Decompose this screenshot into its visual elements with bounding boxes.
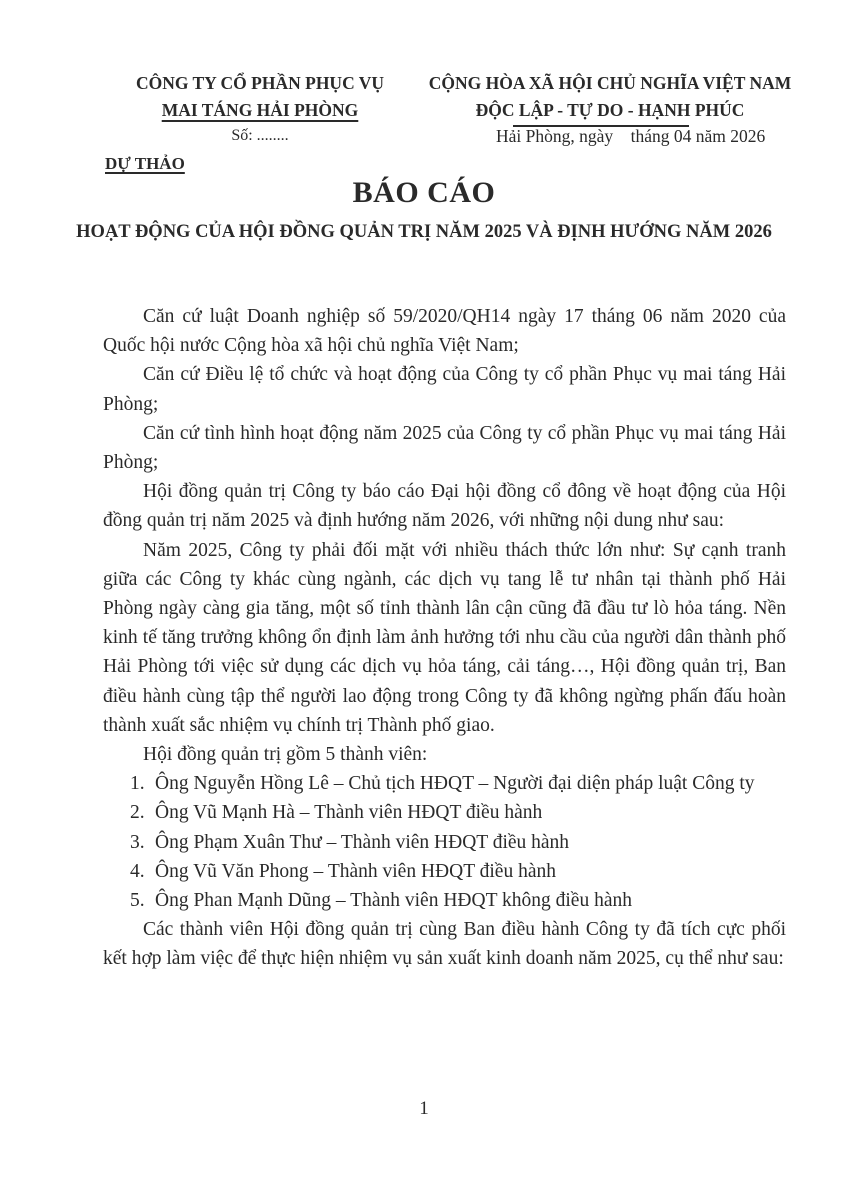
- list-item-number: 3.: [130, 831, 145, 853]
- list-item: [103, 798, 786, 827]
- list-item-text: Ông Nguyễn Hồng Lê – Chủ tịch HĐQT – Người đại diện pháp luật Công ty: [155, 773, 755, 795]
- report-title: BÁO CÁO: [352, 176, 496, 209]
- company-name-line2: MAI TÁNG HẢI PHÒNG: [161, 100, 359, 120]
- company-header: [100, 70, 420, 148]
- list-item-text: Ông Phan Mạnh Dũng – Thành viên HĐQT không điều hành: [155, 890, 632, 912]
- paragraph-board-intro: Hội đồng quản trị gồm 5 thành viên:: [143, 744, 428, 766]
- place-date: Hải Phòng, ngày tháng 04 năm 2026: [496, 126, 766, 146]
- paragraph-legal-basis-1: Căn cứ luật Doanh nghiệp số 59/2020/QH14 ngày 17 tháng 06 năm 2020 của Quốc hội nước Cộng hòa xã hội chủ nghĩa Việt Nam;: [103, 306, 786, 357]
- document-number: Số: ........: [231, 127, 289, 144]
- paragraph-closing: Các thành viên Hội đồng quản trị cùng Ban điều hành Công ty đã tích cực phối kết hợp làm việc để thực hiện nhiệm vụ sản xuất kinh doanh năm 2025, cụ thể như sau:: [103, 919, 786, 970]
- board-member-list: [103, 769, 786, 915]
- list-item-number: 1.: [130, 773, 145, 795]
- list-item-text: Ông Phạm Xuân Thư – Thành viên HĐQT điều hành: [155, 831, 570, 853]
- list-item: [103, 828, 786, 857]
- list-item: [103, 857, 786, 886]
- national-motto-line1: CỘNG HÒA XÃ HỘI CHỦ NGHĨA VIỆT NAM: [428, 73, 792, 93]
- company-name-line1: CÔNG TY CỔ PHẦN PHỤC VỤ: [135, 73, 385, 93]
- national-header: [405, 70, 815, 124]
- list-item-text: Ông Vũ Mạnh Hà – Thành viên HĐQT điều hành: [155, 802, 543, 824]
- list-item-number: 5.: [130, 890, 145, 912]
- draft-label: DỰ THẢO: [105, 154, 185, 173]
- list-item-text: Ông Vũ Văn Phong – Thành viên HĐQT điều hành: [155, 860, 556, 882]
- document-body: [103, 302, 786, 974]
- list-item-number: 4.: [130, 860, 145, 882]
- paragraph-legal-basis-2: Căn cứ Điều lệ tổ chức và hoạt động của Công ty cổ phần Phục vụ mai táng Hải Phòng;: [103, 364, 786, 415]
- paragraph-report-intro: Hội đồng quản trị Công ty báo cáo Đại hội đồng cổ đông về hoạt động của Hội đồng quản trị năm 2025 và định hướng năm 2026, với những nội dung như sau:: [103, 481, 786, 532]
- page-number: 1: [419, 1098, 429, 1119]
- paragraph-context: Năm 2025, Công ty phải đối mặt với nhiều thách thức lớn như: Sự cạnh tranh giữa các Công ty khác cùng ngành, các dịch vụ tang lễ tư nhân tại thành phố Hải Phòng ngày càng gia tăng, một số tỉnh thành lân cận cũng đã đầu tư lò hỏa táng. Nền kinh tế tăng trưởng không ổn định làm ảnh hưởng tới nhu cầu của người dân thành phố Hải Phòng tới việc sử dụng các dịch vụ hỏa táng, cải táng…, Hội đồng quản trị, Ban điều hành cùng tập thể người lao động trong Công ty đã không ngừng phấn đấu hoàn thành xuất sắc nhiệm vụ chính trị Thành phố giao.: [103, 539, 786, 736]
- list-item: [103, 769, 786, 798]
- list-item-number: 2.: [130, 802, 145, 824]
- paragraph-legal-basis-3: Căn cứ tình hình hoạt động năm 2025 của Công ty cổ phần Phục vụ mai táng Hải Phòng;: [103, 422, 786, 474]
- national-motto-line2: ĐỘC LẬP - TỰ DO - HẠNH PHÚC: [475, 100, 745, 120]
- list-item: [103, 886, 786, 915]
- report-subtitle: HOẠT ĐỘNG CỦA HỘI ĐỒNG QUẢN TRỊ NĂM 2025 VÀ ĐỊNH HƯỚNG NĂM 2026: [76, 222, 772, 242]
